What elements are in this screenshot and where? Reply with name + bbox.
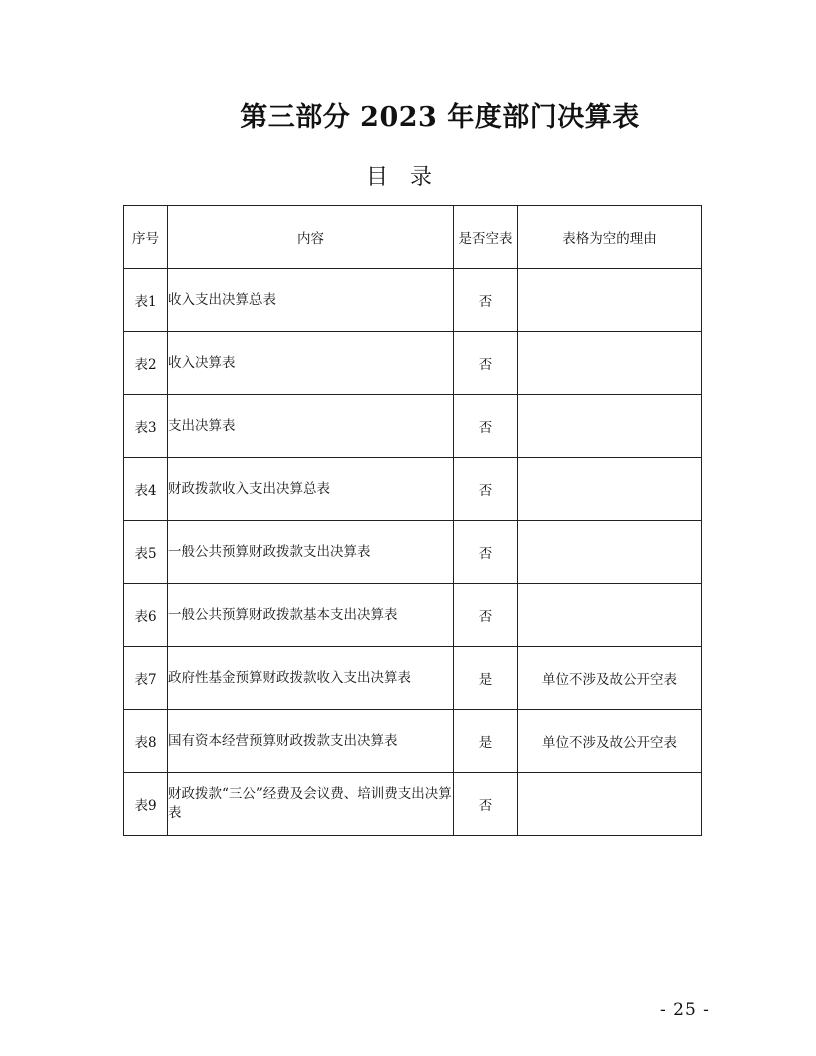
row-reason — [518, 521, 702, 584]
table-row — [124, 710, 702, 773]
header-seq: 序号 — [124, 206, 168, 269]
row-is-empty: 否 — [454, 584, 518, 647]
row-content: 收入支出决算总表 — [168, 269, 454, 332]
header-is-empty: 是否空表 — [454, 206, 518, 269]
row-seq: 表9 — [124, 773, 168, 836]
table-row — [124, 773, 702, 836]
row-content: 政府性基金预算财政拨款收入支出决算表 — [168, 647, 454, 710]
table-row — [124, 647, 702, 710]
row-reason — [518, 773, 702, 836]
table-row — [124, 395, 702, 458]
row-seq: 表7 — [124, 647, 168, 710]
row-reason — [518, 458, 702, 521]
row-is-empty: 否 — [454, 269, 518, 332]
row-reason — [518, 269, 702, 332]
row-content: 国有资本经营预算财政拨款支出决算表 — [168, 710, 454, 773]
row-reason — [518, 395, 702, 458]
row-reason: 单位不涉及故公开空表 — [518, 647, 702, 710]
row-is-empty: 否 — [454, 395, 518, 458]
row-content: 一般公共预算财政拨款基本支出决算表 — [168, 584, 454, 647]
table-header-row — [124, 206, 702, 269]
row-content: 支出决算表 — [168, 395, 454, 458]
table-row — [124, 458, 702, 521]
row-is-empty: 是 — [454, 710, 518, 773]
row-is-empty: 否 — [454, 458, 518, 521]
row-reason: 单位不涉及故公开空表 — [518, 710, 702, 773]
row-seq: 表1 — [124, 269, 168, 332]
row-seq: 表3 — [124, 395, 168, 458]
row-is-empty: 否 — [454, 332, 518, 395]
row-seq: 表6 — [124, 584, 168, 647]
row-seq: 表5 — [124, 521, 168, 584]
row-is-empty: 否 — [454, 521, 518, 584]
row-seq: 表2 — [124, 332, 168, 395]
row-seq: 表4 — [124, 458, 168, 521]
page-number: - 25 - — [660, 1000, 710, 1020]
row-content: 财政拨款收入支出决算总表 — [168, 458, 454, 521]
row-reason — [518, 584, 702, 647]
table-row — [124, 269, 702, 332]
row-seq: 表8 — [124, 710, 168, 773]
row-is-empty: 是 — [454, 647, 518, 710]
header-content: 内容 — [168, 206, 454, 269]
toc-heading: 目录 — [365, 165, 454, 190]
table-row — [124, 332, 702, 395]
row-content: 财政拨款“三公”经费及会议费、培训费支出决算表 — [168, 773, 454, 836]
row-reason — [518, 332, 702, 395]
toc-table — [123, 205, 702, 836]
document-title: 第三部分 2023 年度部门决算表 — [240, 102, 640, 133]
table-row — [124, 521, 702, 584]
row-is-empty: 否 — [454, 773, 518, 836]
header-reason: 表格为空的理由 — [518, 206, 702, 269]
row-content: 收入决算表 — [168, 332, 454, 395]
table-row — [124, 584, 702, 647]
row-content: 一般公共预算财政拨款支出决算表 — [168, 521, 454, 584]
